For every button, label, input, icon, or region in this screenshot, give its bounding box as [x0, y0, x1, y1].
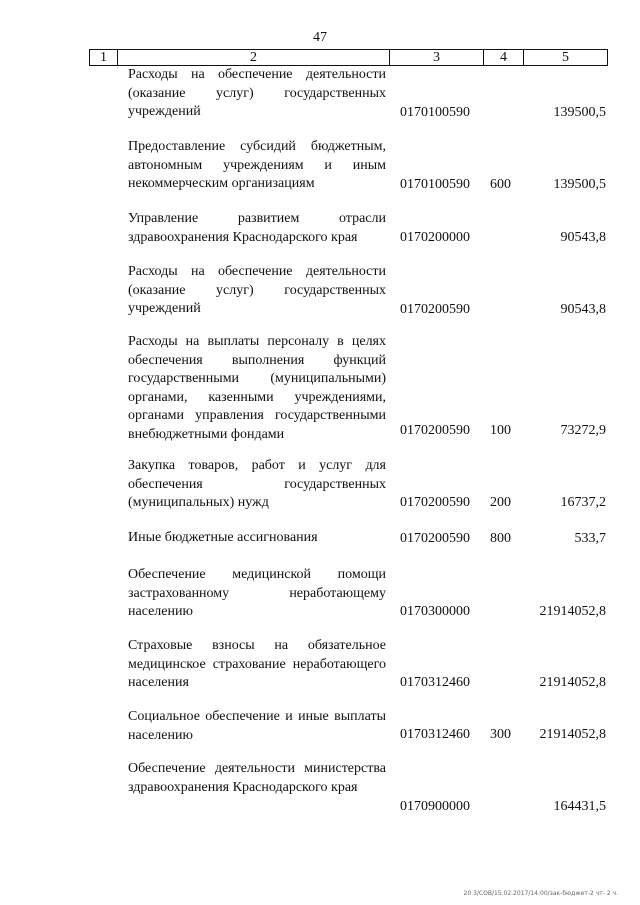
- row-type: 300: [490, 726, 511, 742]
- row-description: Управление развитием отрасли здравоохранения Краснодарского края: [128, 211, 386, 245]
- row-code: 0170200590: [400, 301, 470, 317]
- row-code: 0170200590: [400, 494, 470, 510]
- row-description: Расходы на обеспечение деятельности (оказание услуг) государственных учреждений: [128, 264, 386, 316]
- table-row: [0, 566, 640, 621]
- row-description: Закупка товаров, работ и услуг для обеспечения государственных (муниципальных) нужд: [128, 458, 386, 510]
- header-col-3: 3: [390, 50, 484, 65]
- table-row: [0, 263, 640, 319]
- page-number: 47: [313, 30, 327, 45]
- document-footer: 20 3/СОВ/15.02.2017/14:00/зак-бюджет-2 чт- 2 ч.: [463, 890, 618, 897]
- row-description: Предоставление субсидий бюджетным, автономным учреждениям и иным некоммерческим организациям: [128, 139, 386, 191]
- row-description: Иные бюджетные ассигнования: [128, 530, 318, 545]
- row-description: Расходы на обеспечение деятельности (оказание услуг) государственных учреждений: [128, 67, 386, 119]
- row-code: 0170312460: [400, 674, 470, 690]
- table-row: [0, 66, 640, 122]
- row-amount: 139500,5: [553, 176, 606, 192]
- row-amount: 164431,5: [553, 798, 606, 814]
- row-code: 0170100590: [400, 176, 470, 192]
- table-row: [0, 760, 640, 816]
- row-amount: 73272,9: [560, 422, 606, 438]
- row-code: 0170200590: [400, 422, 470, 438]
- row-code: 0170200000: [400, 229, 470, 245]
- table-row: [0, 333, 640, 440]
- table-header: [89, 49, 608, 66]
- row-code: 0170300000: [400, 603, 470, 619]
- row-code: 0170200590: [400, 530, 470, 546]
- row-code: 0170100590: [400, 104, 470, 120]
- row-amount: 21914052,8: [539, 674, 606, 690]
- header-col-2: 2: [118, 50, 390, 65]
- header-col-4: 4: [484, 50, 524, 65]
- table-row: [0, 210, 640, 247]
- row-type: 200: [490, 494, 511, 510]
- row-type: 600: [490, 176, 511, 192]
- table-row: [0, 457, 640, 512]
- row-description: Расходы на выплаты персоналу в целях обеспечения выполнения функций государственными (муниципальными) органами, казенными учреждениями, органами управления государственными внебюджетными фондами: [128, 334, 386, 442]
- row-description: Обеспечение медицинской помощи застрахованному неработающему населению: [128, 567, 386, 619]
- row-amount: 90543,8: [560, 229, 606, 245]
- row-amount: 139500,5: [553, 104, 606, 120]
- row-type: 800: [490, 530, 511, 546]
- table-row: [0, 637, 640, 692]
- header-col-5: 5: [562, 50, 569, 65]
- table-row: [0, 529, 640, 548]
- row-amount: 21914052,8: [539, 603, 606, 619]
- row-code: 0170900000: [400, 798, 470, 814]
- row-amount: 90543,8: [560, 301, 606, 317]
- row-description: Страховые взносы на обязательное медицинское страхование неработающего населения: [128, 638, 386, 690]
- row-amount: 21914052,8: [539, 726, 606, 742]
- row-description: Социальное обеспечение и иные выплаты населению: [128, 709, 386, 743]
- row-amount: 533,7: [574, 530, 606, 546]
- table-row: [0, 138, 640, 194]
- row-type: 100: [490, 422, 511, 438]
- row-amount: 16737,2: [560, 494, 606, 510]
- table-row: [0, 708, 640, 744]
- row-description: Обеспечение деятельности министерства здравоохранения Краснодарского края: [128, 761, 386, 795]
- header-col-1: 1: [90, 50, 118, 65]
- row-code: 0170312460: [400, 726, 470, 742]
